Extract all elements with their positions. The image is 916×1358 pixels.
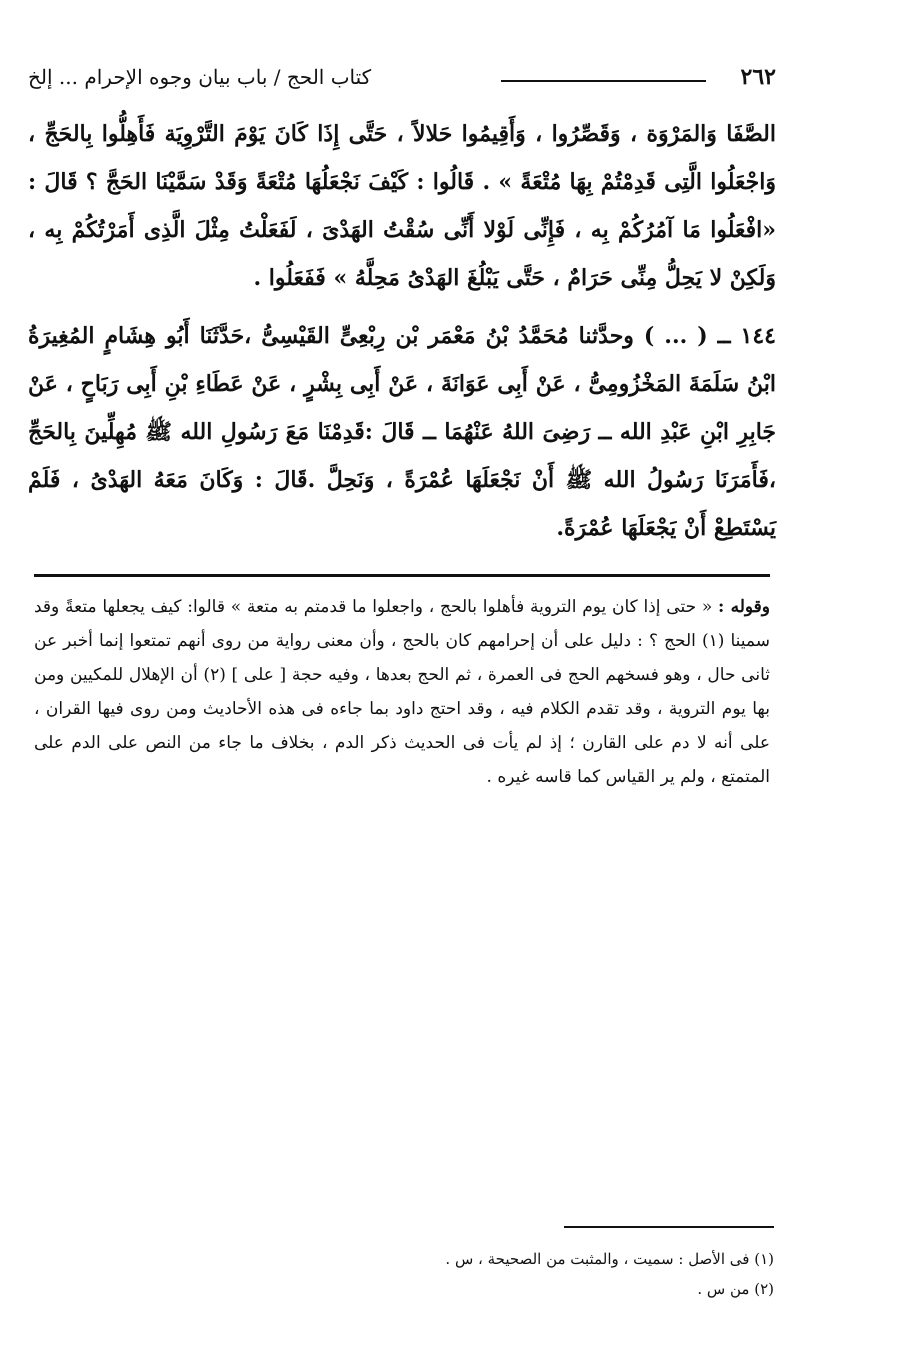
hadith-text	[28, 110, 776, 552]
commentary-text: « حتى إذا كان يوم التروية فأهلوا بالحج ، واجعلوا ما قدمتم به متعة » قالوا: كيف يجعلها متعةً وقد سمينا (١) الحج ؟ : دليل على أن إحرامهم كان بالحج ، وأن معنى رواية من روى أنهم تمتعوا إنما أخبر عن ثانى حال ، وهو فسخهم الحج فى العمرة ، ثم الحج بعدها ، وفيه حجة [ على ] (٢) أن الإهلال للمكيين ومن بها يوم التروية ، وقد تقدم الكلام فيه ، وقد احتج داود بما جاءه فى هذه الأحاديث ومن روى فيها القران ، على أنه لا دم على القارن ؛ إذ لم يأت فى الحديث ذكر الدم ، بخلاف ما جاء من النص على الدم على المتمتع ، ولم ير القياس كما قاسه غيره .	[34, 597, 770, 787]
section-divider	[34, 574, 770, 577]
footnotes	[174, 1244, 774, 1304]
hadith-paragraph: الصَّفَا وَالمَرْوَة ، وَقَصِّرُوا ، وَأَقِيمُوا حَلالاً ، حَتَّى إِذَا كَانَ يَوْمَ التَّرْوِيَة فَأَهِلُّوا بِالحَجِّ ، وَاجْعَلُوا الَّتِى قَدِمْتُمْ بِهَا مُتْعَةً » . قَالُوا : كَيْفَ نَجْعَلُهَا مُتْعَةً وَقَدْ سَمَّيْنَا الحَجَّ ؟ قَالَ : «افْعَلُوا مَا آمُرُكُمْ بِه ، فَإِنِّى لَوْلا أَنِّى سُقْتُ الهَدْىَ ، لَفَعَلْتُ مِثْلَ الَّذِى أَمَرْتُكُمْ بِه ، وَلَكِنْ لا يَحِلُّ مِنِّى حَرَامٌ ، حَتَّى يَبْلُغَ الهَدْىُ مَحِلَّهُ » فَفَعَلُوا .	[28, 121, 776, 291]
page-header	[28, 62, 776, 96]
footnote-divider	[564, 1226, 774, 1228]
running-title: كتاب الحج / باب بيان وجوه الإحرام ... إلخ	[28, 65, 372, 89]
header-rule	[501, 80, 706, 82]
page-number: ٢٦٢	[740, 64, 776, 90]
footnote: (١) فى الأصل : سميت ، والمثبت من الصحيحة ، س .	[445, 1250, 774, 1268]
commentary	[34, 590, 770, 794]
footnote: (٢) من س .	[697, 1280, 774, 1298]
commentary-lead: وقوله :	[718, 597, 770, 617]
hadith-paragraph: ١٤٤ ــ ( ... ) وحدَّثنا مُحَمَّدُ بْنُ مَعْمَر بْن رِبْعِىٍّ القَيْسِىُّ ،حَدَّثَنَا أَبُو هِشَامٍ المُغِيرَةُ ابْنُ سَلَمَةَ المَخْزُومِىُّ ، عَنْ أَبِى عَوَانَةَ ، عَنْ أَبِى بِشْرٍ ، عَنْ عَطَاءِ بْنِ أَبِى رَبَاحٍ ، عَنْ جَابِرِ ابْنِ عَبْدِ الله ــ رَضِىَ اللهُ عَنْهُمَا ــ قَالَ :قَدِمْنَا مَعَ رَسُولِ الله ﷺ مُهِلِّينَ بِالحَجِّ ،فَأَمَرَنَا رَسُولُ الله ﷺ أَنْ نَجْعَلَهَا عُمْرَةً ، وَنَحِلَّ .قَالَ : وَكَانَ مَعَهُ الهَدْىُ ، فَلَمْ يَسْتَطِعْ أَنْ يَجْعَلَهَا عُمْرَةً.	[28, 323, 776, 541]
